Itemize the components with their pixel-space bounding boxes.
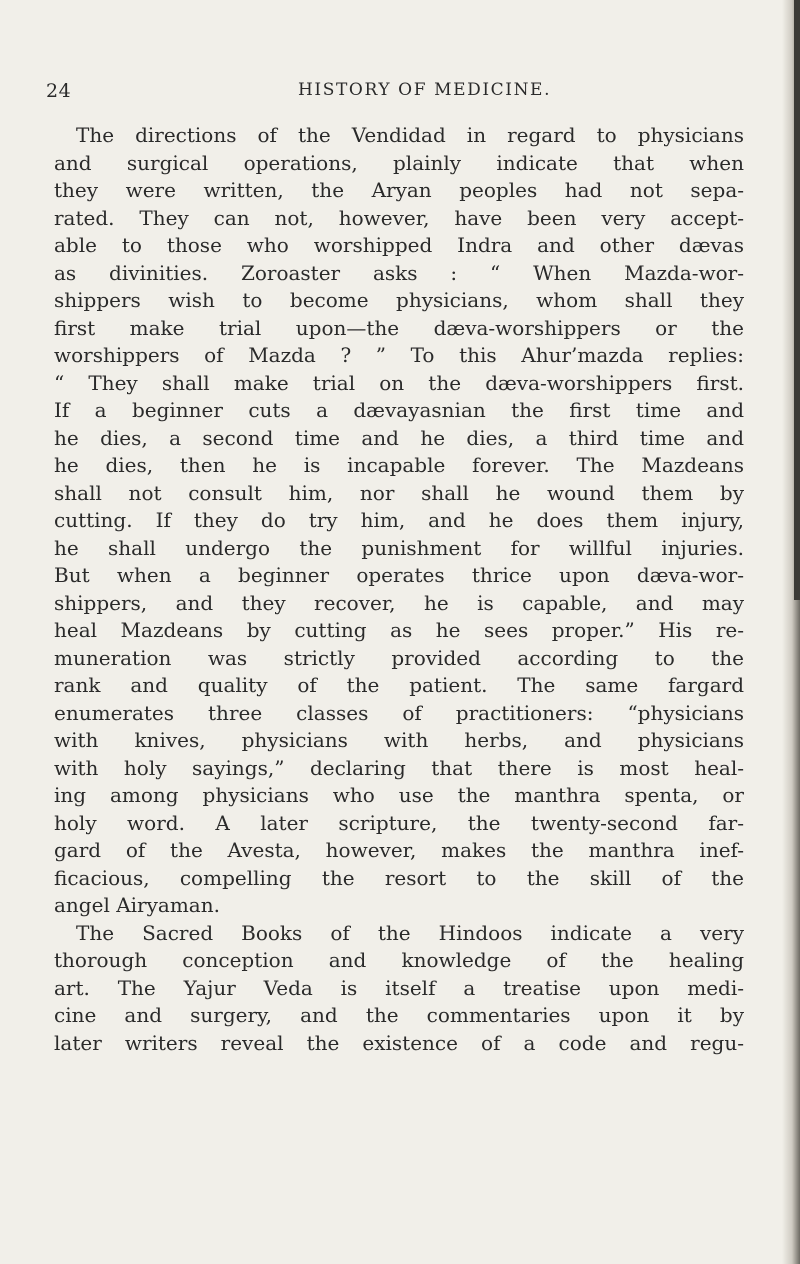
text-line: he shall undergo the punishment for willful injuries.	[54, 535, 744, 560]
running-title: HISTORY OF MEDICINE.	[298, 80, 552, 100]
text-line: shippers wish to become physicians, whom shall they	[54, 288, 744, 312]
text-line: rated. They can not, however, have been very accept-	[54, 205, 744, 230]
text-line: with knives, physicians with herbs, and physicians	[54, 728, 744, 752]
text-line: shippers, and they recover, he is capable, and may	[54, 590, 744, 615]
page-number: 24	[46, 80, 72, 102]
text-line: as divinities. Zoroaster asks : “ When Mazda-wor-	[54, 260, 744, 285]
text-line: cine and surgery, and the commentaries upon it by	[54, 1003, 744, 1027]
text-line: first make trial upon—the dæva-worshippers or the	[54, 315, 744, 340]
text-line: with holy sayings,” declaring that there is most heal-	[54, 755, 744, 780]
text-line: and surgical operations, plainly indicate that when	[54, 150, 744, 175]
text-line: he dies, a second time and he dies, a third time and	[54, 425, 744, 450]
text-line: they were written, the Aryan peoples had not sepa-	[54, 178, 744, 202]
text-line: holy word. A later scripture, the twenty-second far-	[54, 810, 744, 835]
text-line: If a beginner cuts a dævayasnian the first time and	[54, 398, 744, 422]
text-line: heal Mazdeans by cutting as he sees proper.” His re-	[54, 618, 744, 642]
binding-edge	[794, 0, 800, 600]
text-line: ing among physicians who use the manthra spenta, or	[54, 783, 744, 807]
text-line: But when a beginner operates thrice upon dæva-wor-	[54, 563, 744, 587]
text-line: gard of the Avesta, however, makes the manthra inef-	[54, 838, 744, 862]
text-line: rank and quality of the patient. The same fargard	[54, 673, 744, 697]
text-line: art. The Yajur Veda is itself a treatise upon medi-	[54, 975, 744, 1000]
text-line: thorough conception and knowledge of the healing	[54, 948, 744, 972]
text-line: The directions of the Vendidad in regard to physicians	[76, 123, 744, 147]
page-header	[46, 80, 746, 110]
text-line: he dies, then he is incapable forever. The Mazdeans	[54, 453, 744, 477]
text-line: muneration was strictly provided according to the	[54, 645, 744, 670]
text-line: later writers reveal the existence of a code and regu-	[54, 1030, 744, 1055]
text-line: angel Airyaman.	[54, 893, 220, 917]
text-line: The Sacred Books of the Hindoos indicate a very	[76, 920, 744, 945]
text-line: ficacious, compelling the resort to the skill of the	[54, 865, 744, 890]
text-line: able to those who worshipped Indra and other dævas	[54, 233, 744, 257]
body-text	[54, 122, 744, 1057]
text-line: worshippers of Mazda ? ” To this Ahur’mazda replies:	[54, 343, 744, 367]
text-line: enumerates three classes of practitioners: “physicians	[54, 700, 744, 725]
text-line: cutting. If they do try him, and he does them injury,	[54, 508, 744, 532]
text-line: shall not consult him, nor shall he wound them by	[54, 480, 744, 505]
text-line: “ They shall make trial on the dæva-worshippers first.	[54, 370, 744, 395]
